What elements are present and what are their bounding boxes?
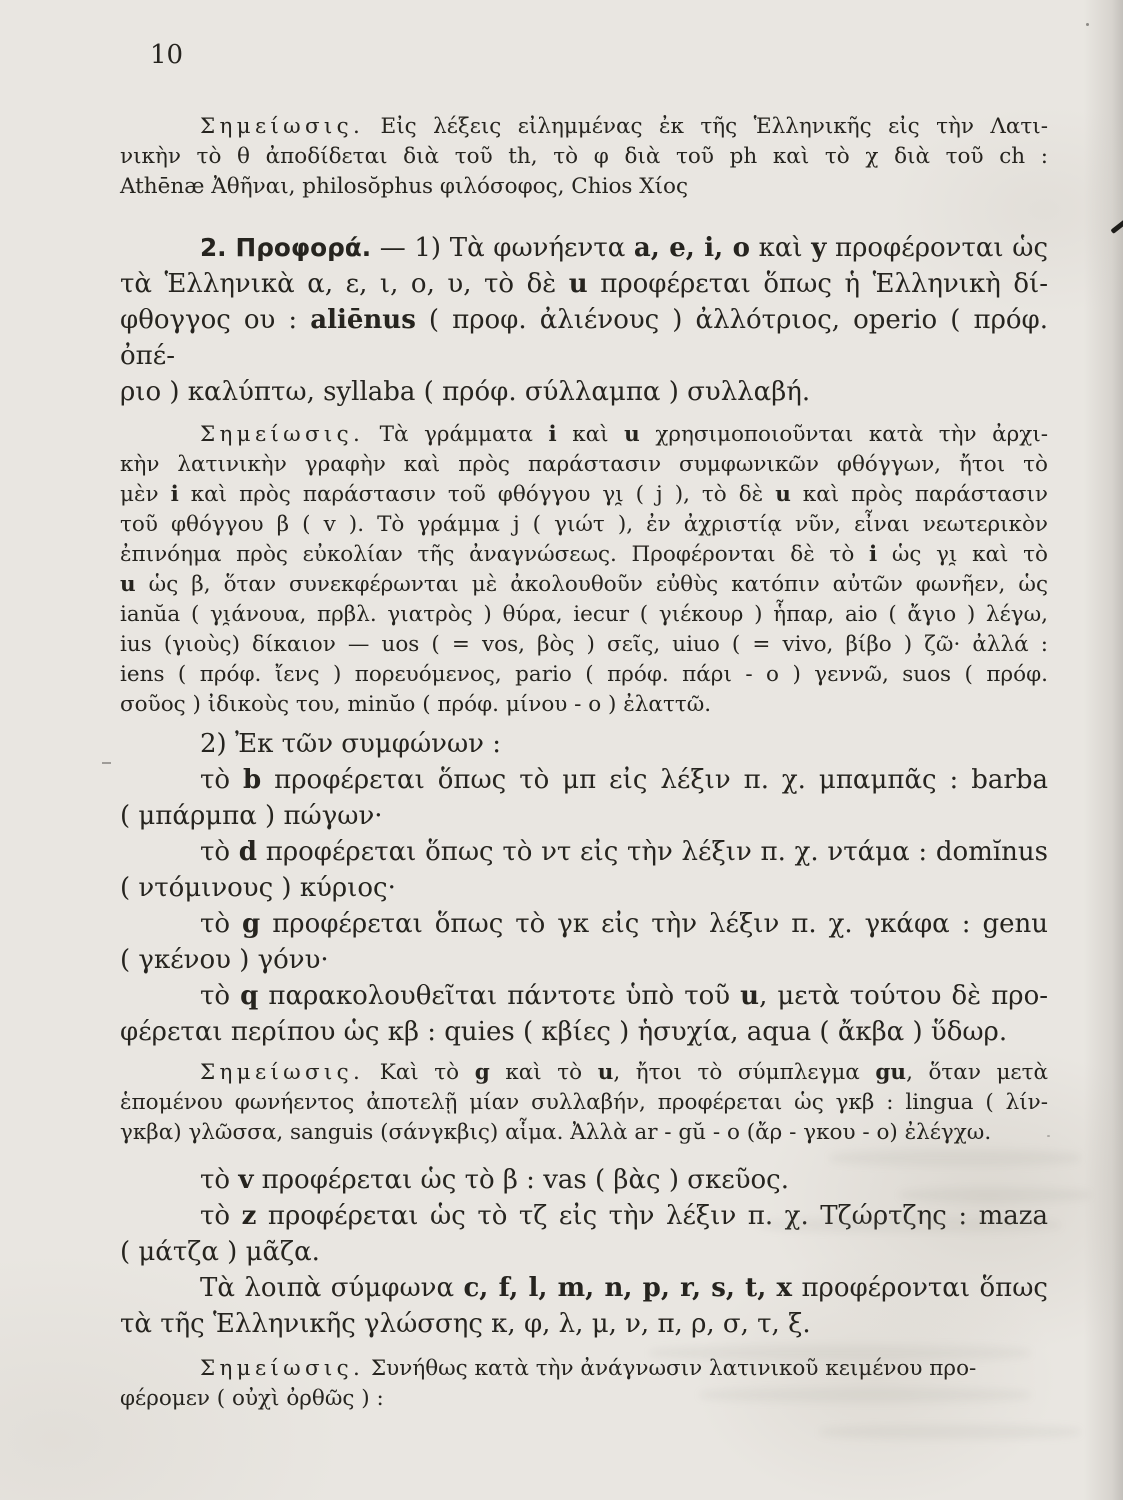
text-segment: Chios [571,174,633,199]
show-through-stain [820,1425,1080,1439]
text-segment: ar - gŭ - o [634,1120,740,1145]
text-line [120,450,1048,480]
text-segment: pario [515,662,572,687]
text-segment: τὸ [200,1201,242,1231]
text-line [120,660,1048,690]
text-line [120,570,1048,600]
text-segment: vos, [482,632,525,657]
text-segment: καὶ τὸ [489,1060,598,1085]
text-line [120,1354,1048,1384]
margin-dash [102,762,111,764]
text-segment: ( = [419,632,482,657]
text-segment: προφέρεται ὅπως τὸ γκ εἰς τὴν λέξιν π. χ. γκάφα : [260,909,983,939]
text-segment: ( = [719,632,783,657]
text-segment: ), τὸ δὲ [662,482,776,507]
text-segment: j [512,512,520,537]
text-segment: ( πρόφ. σύλλαμπα ) συλλαβή. [415,377,811,407]
paragraph-rule-d [120,834,1048,906]
text-line [120,510,1048,540]
text-line [120,266,1048,302]
ink-speck [1086,23,1089,26]
text-line [120,1088,1048,1118]
text-segment: προφέρονται ὅπως [792,1273,1048,1303]
text-segment: a, e, i, o [633,233,750,263]
text-segment: iecur [573,602,630,627]
text-segment: aliēnus [310,305,416,335]
text-line [120,420,1048,450]
text-line [120,374,1048,410]
page-text-column [120,112,1048,1414]
text-segment: ἑπομένου φωνήεντος ἀποτελῇ μίαν συλλαβήν, προφέρεται ὡς γκβ : [120,1090,906,1115]
text-line [120,1058,1048,1088]
text-line [120,302,1048,374]
text-line [120,726,1048,762]
text-segment: ( ἄκβα ) ὕδωρ. [811,1017,1008,1047]
text-segment: uiuo [672,632,720,657]
text-segment: προφέρεται ὅπως τὸ ντ εἰς τὴν λέξιν π. χ. ντάμα : [256,837,936,867]
paragraph-heading-consonants [120,726,1048,762]
text-segment: u [624,422,640,447]
text-segment: th, [508,144,538,169]
text-segment: καὶ [749,233,812,263]
text-segment: προφέρεται ὡς τὸ τζ εἰς τὴν λέξιν π. χ. Τζώρτζης : [256,1201,979,1231]
text-segment: (ἄρ - γκου - ο) ἐλέγχω. [739,1120,992,1145]
paragraph-rule-q [120,978,1048,1050]
text-segment: , ὅταν μετὰ [906,1060,1048,1085]
text-segment: ). Τὸ γράμμα [335,512,513,537]
text-segment: Σημείωσις. [200,1060,365,1085]
text-line [120,142,1048,172]
text-segment: ( λίν- [973,1090,1048,1115]
text-line [120,480,1048,510]
text-segment: u [740,981,760,1011]
paragraph-rule-v [120,1162,1048,1198]
text-segment: Σημείωσις. [200,1356,365,1381]
paragraph-note-reading-practice [120,1354,1048,1414]
text-segment: i [548,422,557,447]
text-segment: ( κβίες ) ἡσυχία, [514,1017,747,1047]
text-segment: u [568,269,588,299]
text-segment: , ἤτοι τὸ σύμπλεγμα [613,1060,876,1085]
text-segment: u [775,482,791,507]
text-segment: ( γιέκουρ ) ἧπαρ, [629,602,845,627]
text-segment: philosŏphus [302,174,434,199]
text-segment: (γιοὺς) δίκαιον — [151,632,382,657]
text-segment: βίβο ) ζῶ· ἀλλά : [833,632,1048,657]
text-segment: ( προφ. ἀλιένους ) ἀλλότριος, [415,305,854,335]
text-segment: φέρομεν ( οὐχὶ ὀρθῶς ) : [120,1386,384,1411]
text-segment: iens [120,662,165,687]
text-segment: u [597,1060,614,1085]
text-segment: ( πρόφ. [951,662,1048,687]
text-segment: σοῦος ) ἰδικοὺς του, [120,692,348,717]
text-segment: καὶ [556,422,625,447]
text-segment: u [120,572,136,597]
text-line [120,798,1048,834]
text-segment: Τὰ λοιπὰ σύμφωνα [200,1273,464,1303]
text-segment: c, f, l, m, n, p, r, s, t, x [463,1273,792,1303]
text-segment: ( ἄγιο ) λέγω, [877,602,1048,627]
text-line [120,834,1048,870]
text-segment: τὸ [200,909,243,939]
text-segment: aqua [746,1017,812,1047]
text-segment: προφέρεται ὅπως ἡ Ἑλληνικὴ δί- [587,269,1048,299]
text-segment: φθογγος ου : [120,305,311,335]
text-segment: vas [543,1165,587,1195]
text-segment: μὲν [120,482,171,507]
text-segment: ianŭa [120,602,181,627]
text-segment: παρακολουθεῖται πάντοτε ὑπὸ τοῦ [258,981,741,1011]
text-segment: τὸ [200,981,241,1011]
text-segment: ( μάτζα ) μᾶζα. [120,1237,320,1267]
paragraph-rule-g [120,906,1048,978]
text-segment: genu [982,909,1048,939]
text-segment: z [241,1201,257,1231]
text-segment: ( ντόμινους ) κύριος· [120,873,396,903]
text-segment: vivo, [782,632,834,657]
text-segment: κὴν λατινικὴν γραφὴν καὶ πρὸς παράστασιν συμφωνικῶν φθόγγων, ἤτοι τὸ [120,452,1048,477]
text-segment: ( γκένου ) γόνυ· [120,945,329,975]
paragraph-rule-remaining-consonants [120,1270,1048,1342]
text-segment: ( πρόφ. ἴενς ) πορευόμενος, [164,662,516,687]
text-segment: τοῦ φθόγγου β ( [120,512,324,537]
text-segment: καὶ πρὸς παράστασιν [790,482,1048,507]
text-segment: Χίος [632,174,689,199]
text-line [120,1198,1048,1234]
text-segment: ὡς γι̯ καὶ τὸ [877,542,1048,567]
text-segment: b [243,765,262,795]
text-segment: ( πρόφ. ὀπέ- [120,305,1048,371]
paragraph-section-pronunciation [120,230,1048,410]
text-segment: minŭo [347,692,416,717]
text-segment: j [656,482,663,507]
text-segment: — 1) Τὰ φωνήεντα [371,233,634,263]
text-segment: Καὶ τὸ [364,1060,475,1085]
text-segment: ὡς β, ὅταν συνεκφέρωνται μὲ ἀκολουθοῦν εὐθὺς κατόπιν αὐτῶν φωνῆεν, ὡς [135,572,1048,597]
text-line [120,690,1048,720]
text-line [120,1234,1048,1270]
text-line [120,1014,1048,1050]
text-segment: (σάνγκβις) αἷμα. Ἀλλὰ [373,1120,635,1145]
text-segment: βὸς ) σεῖς, [524,632,673,657]
text-line [120,600,1048,630]
text-line [120,230,1048,266]
text-line [120,978,1048,1014]
paragraph-note-greek-loanwords [120,112,1048,202]
text-segment: Εἰς λέξεις εἰλημμένας ἐκ τῆς Ἑλληνικῆς εἰς τὴν Λατι- [364,114,1048,139]
text-segment: g [242,909,261,939]
text-line [120,762,1048,798]
text-segment: syllaba [323,377,416,407]
ink-mark [1110,219,1123,234]
text-segment: uos [381,632,420,657]
text-segment: νικὴν τὸ θ ἀποδίδεται διὰ τοῦ [120,144,509,169]
text-segment: ch : [999,144,1048,169]
text-segment: , μετὰ τούτου δὲ προ- [759,981,1049,1011]
text-segment: aio [844,602,878,627]
text-segment: operio [853,305,938,335]
text-segment: quies [444,1017,515,1047]
text-segment: τὸ [200,837,239,867]
text-segment: 2. Προφορά. [200,233,372,262]
text-segment: 2) Ἐκ τῶν συμφώνων : [200,729,501,759]
text-line [120,540,1048,570]
paragraph-note-gu-cluster [120,1058,1048,1148]
text-segment: καὶ πρὸς παράστασιν τοῦ φθόγγου γι̯ ( [178,482,657,507]
text-segment: v [238,1165,254,1195]
text-segment: ( μπάρμπα ) πώγων· [120,801,383,831]
text-segment: ( βὰς ) σκεῦος. [586,1165,789,1195]
text-segment: ( πρόφ. μίνου - ο ) ἐλαττῶ. [415,692,712,717]
text-segment: ( πρόφ. πάρι - ο ) γεννῶ, [571,662,903,687]
text-line [120,870,1048,906]
text-segment: g [474,1060,490,1085]
text-segment: q [240,981,259,1011]
text-segment: ( γιώτ ), ἐν ἀχριστίᾳ νῦν, εἶναι νεωτερικὸν [519,512,1048,537]
text-segment: barba [971,765,1048,795]
text-segment: τὸ [200,765,244,795]
text-segment: τὸ φ διὰ τοῦ [537,144,730,169]
text-segment: προφέρονται ὡς [826,233,1049,263]
text-segment: domĭnus [935,837,1048,867]
text-segment: τὰ Ἑλληνικὰ α, ε, ι, ο, υ, τὸ δὲ [120,269,569,299]
text-line [120,1162,1048,1198]
paragraph-rule-b [120,762,1048,834]
text-line [120,630,1048,660]
text-segment: ἐπινόημα πρὸς εὐκολίαν τῆς ἀναγνώσεως. Προφέρονται δὲ τὸ [120,542,869,567]
text-segment: sanguis [290,1120,374,1145]
text-segment: Σημείωσις. [200,114,365,139]
text-segment: Συνήθως κατὰ τὴν ἀνάγνωσιν λατινικοῦ κειμένου προ- [364,1356,977,1381]
text-segment: i [868,542,878,567]
text-segment: gu [875,1060,907,1085]
text-segment: suos [902,662,952,687]
text-line [120,1270,1048,1306]
text-segment: lingua [905,1090,974,1115]
text-segment: φέρεται περίπου ὡς κβ : [120,1017,445,1047]
text-segment: Σημείωσις. [200,422,365,447]
text-segment: γκβα) γλῶσσα, [120,1120,291,1145]
text-segment: i [170,482,179,507]
text-line [120,1118,1048,1148]
text-line [120,172,1048,202]
text-segment: προφέρεται ὡς τὸ β : [253,1165,544,1195]
paragraph-note-i-u-consonantal [120,420,1048,720]
text-segment: καὶ τὸ χ διὰ τοῦ [757,144,1000,169]
text-line [120,942,1048,978]
text-segment: Athēnæ [120,174,205,199]
text-segment: maza [978,1201,1048,1231]
text-segment: ( γι̯άνουα, πρβλ. γιατρὸς ) θύρα, [180,602,574,627]
paragraph-rule-z [120,1198,1048,1270]
text-segment: χρησιμοποιοῦνται κατὰ τὴν ἀρχι- [639,422,1049,447]
text-segment: ius [120,632,152,657]
text-segment: d [238,837,257,867]
page-number: 10 [150,40,184,70]
text-segment: y [811,233,827,263]
text-segment: ριο ) καλύπτω, [120,377,324,407]
text-line [120,1384,1048,1414]
text-segment: τὰ τῆς Ἑλληνικῆς γλώσσης κ, φ, λ, μ, ν, π, ρ, σ, τ, ξ. [120,1309,811,1339]
text-segment: φιλόσοφος, [433,174,572,199]
text-segment: Ἀθῆναι, [204,174,303,199]
text-line [120,906,1048,942]
text-segment: προφέρεται ὅπως τὸ μπ εἰς λέξιν π. χ. μπαμπᾶς : [261,765,972,795]
text-segment: v [323,512,336,537]
text-line [120,112,1048,142]
text-segment: Τὰ γράμματα [364,422,549,447]
text-segment: τὸ [200,1165,239,1195]
text-segment: ph [729,144,758,169]
text-line [120,1306,1048,1342]
